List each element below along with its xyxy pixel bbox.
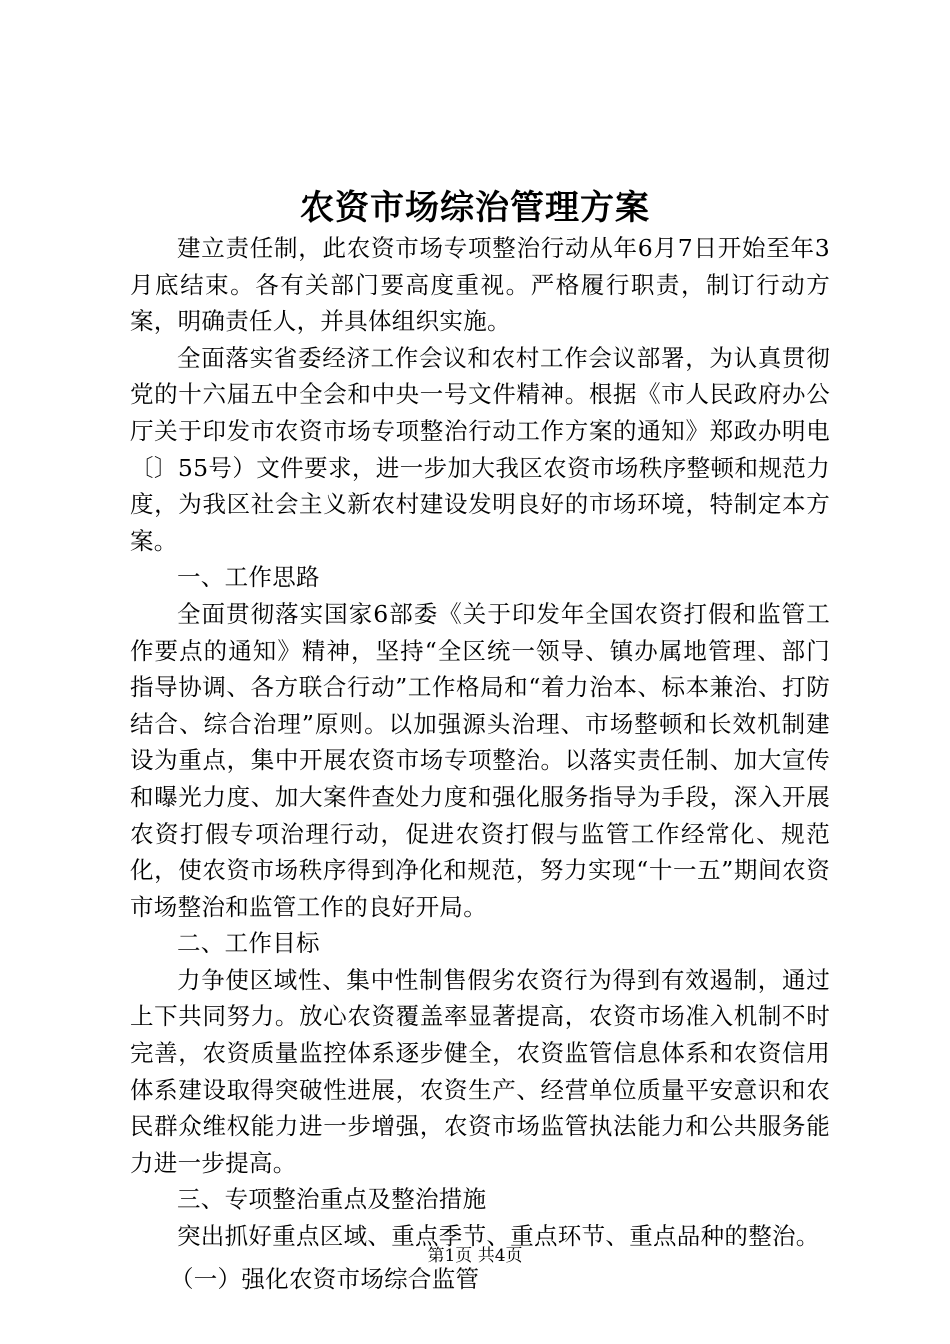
paragraph-key-measures: 突出抓好重点区域、重点季节、重点环节、重点品种的整治。 — [177, 1222, 820, 1251]
section-heading-work-ideas: 一、工作思路 — [177, 563, 320, 592]
document-title: 农资市场综治管理方案 — [300, 188, 650, 228]
document-body — [130, 230, 830, 1297]
paragraph-responsibility: 建立责任制，此农资市场专项整治行动从年6月7日开始至年3月底结束。各有关部门要高度重视。严格履行职责，制订行动方案，明确责任人，并具体组织实施。 — [130, 234, 830, 336]
subsection-heading-supervision: （一）强化农资市场综合监管 — [169, 1264, 480, 1293]
section-heading-work-goals: 二、工作目标 — [177, 929, 320, 958]
paragraph-work-ideas: 全面贯彻落实国家6部委《关于印发年全国农资打假和监管工作要点的通知》精神，坚持“全区统一领导、镇办属地管理、部门指导协调、各方联合行动”工作格局和“着力治本、标本兼治、打防结合、综合治理”原则。以加强源头治理、市场整顿和长效机制建设为重点，集中开展农资市场专项整治。以落实责任制、加大宣传和曝光力度、加大案件查处力度和强化服务指导为手段，深入开展农资打假专项治理行动，促进农资打假与监管工作经常化、规范化，使农资市场秩序得到净化和规范，努力实现“十一五”期间农资市场整治和监管工作的良好开局。 — [130, 599, 830, 921]
section-heading-key-measures: 三、专项整治重点及整治措施 — [177, 1185, 487, 1214]
paragraph-work-goals: 力争使区域性、集中性制售假劣农资行为得到有效遏制，通过上下共同努力。放心农资覆盖率显著提高，农资市场准入机制不时完善，农资质量监控体系逐步健全，农资监管信息体系和农资信用体系建设取得突破性进展，农资生产、经营单位质量平安意识和农民群众维权能力进一步增强，农资市场监管执法能力和公共服务能力进一步提高。 — [130, 965, 830, 1177]
page-footer: 第1页 共4页 — [427, 1246, 523, 1266]
paragraph-background: 全面落实省委经济工作会议和农村工作会议部署，为认真贯彻党的十六届五中全会和中央一号文件精神。根据《市人民政府办公厅关于印发市农资市场专项整治行动工作方案的通知》郑政办明电〔〕55号）文件要求，进一步加大我区农资市场秩序整顿和规范力度，为我区社会主义新农村建设发明良好的市场环境，特制定本方案。 — [130, 343, 830, 555]
